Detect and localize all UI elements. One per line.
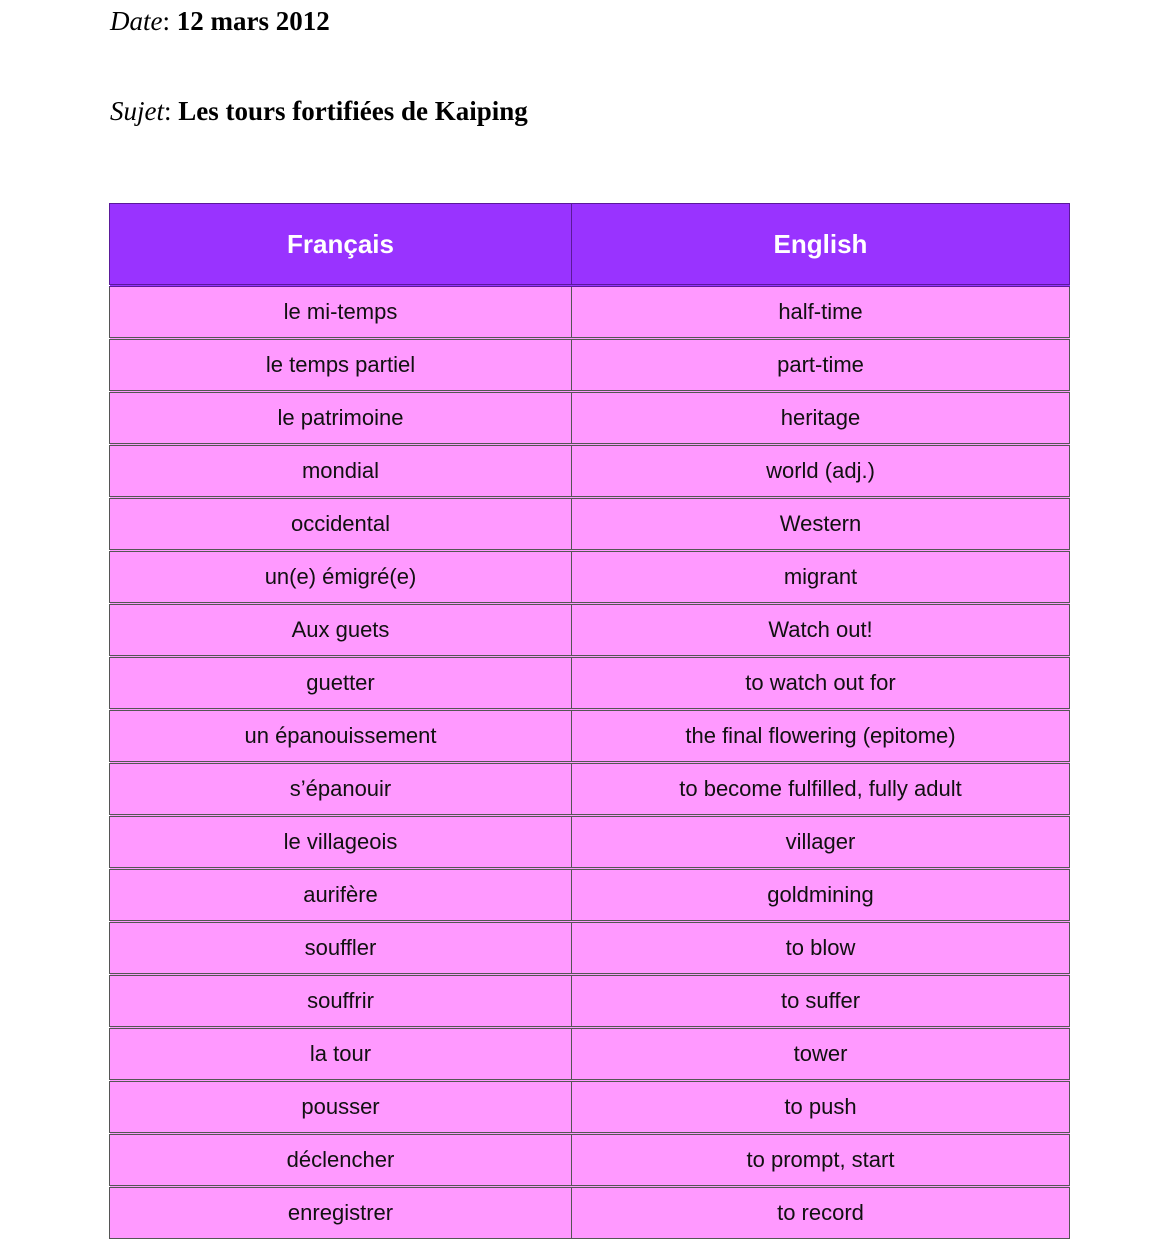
french-cell: un épanouissement [110,710,572,763]
english-cell: half-time [572,286,1070,339]
english-cell: heritage [572,392,1070,445]
french-cell: un(e) émigré(e) [110,551,572,604]
english-cell: Watch out! [572,604,1070,657]
english-cell: world (adj.) [572,445,1070,498]
english-cell: part-time [572,339,1070,392]
french-cell: enregistrer [110,1187,572,1239]
table-row [110,869,1070,922]
subject-value: Les tours fortifiées de Kaiping [178,96,528,126]
table-row [110,816,1070,869]
table-row [110,922,1070,975]
english-cell: the final flowering (epitome) [572,710,1070,763]
table-row [110,604,1070,657]
table-row [110,1028,1070,1081]
english-cell: migrant [572,551,1070,604]
french-cell: le temps partiel [110,339,572,392]
french-cell: souffrir [110,975,572,1028]
table-row [110,975,1070,1028]
table-row [110,339,1070,392]
table-row [110,1187,1070,1239]
french-cell: souffler [110,922,572,975]
french-cell: guetter [110,657,572,710]
date-line: Date: 12 mars 2012 [110,6,330,36]
date-value: 12 mars 2012 [176,6,330,36]
english-cell: to suffer [572,975,1070,1028]
subject-line: Sujet: Les tours fortifiées de Kaiping [110,96,528,126]
table-row [110,1134,1070,1187]
table-row [110,445,1070,498]
table-row [110,763,1070,816]
french-cell: déclencher [110,1134,572,1187]
table-row [110,551,1070,604]
table-row [110,392,1070,445]
table-header-row [110,204,1070,286]
french-cell: le villageois [110,816,572,869]
french-cell: la tour [110,1028,572,1081]
table-row [110,286,1070,339]
english-cell: villager [572,816,1070,869]
french-cell: mondial [110,445,572,498]
table-row [110,710,1070,763]
french-cell: occidental [110,498,572,551]
english-cell: to blow [572,922,1070,975]
english-cell: to record [572,1187,1070,1239]
vocabulary-table [109,203,1070,1239]
english-cell: Western [572,498,1070,551]
table-body [110,286,1070,1239]
table-row [110,498,1070,551]
french-cell: aurifère [110,869,572,922]
french-cell: s’épanouir [110,763,572,816]
french-cell: le patrimoine [110,392,572,445]
english-cell: goldmining [572,869,1070,922]
column-header-english: English [572,204,1070,286]
table-row [110,657,1070,710]
french-cell: Aux guets [110,604,572,657]
english-cell: tower [572,1028,1070,1081]
english-cell: to prompt, start [572,1134,1070,1187]
column-header-french: Français [110,204,572,286]
subject-label: Sujet [110,96,164,126]
date-label: Date [110,6,163,36]
french-cell: pousser [110,1081,572,1134]
english-cell: to become fulfilled, fully adult [572,763,1070,816]
table-row [110,1081,1070,1134]
english-cell: to watch out for [572,657,1070,710]
french-cell: le mi-temps [110,286,572,339]
english-cell: to push [572,1081,1070,1134]
